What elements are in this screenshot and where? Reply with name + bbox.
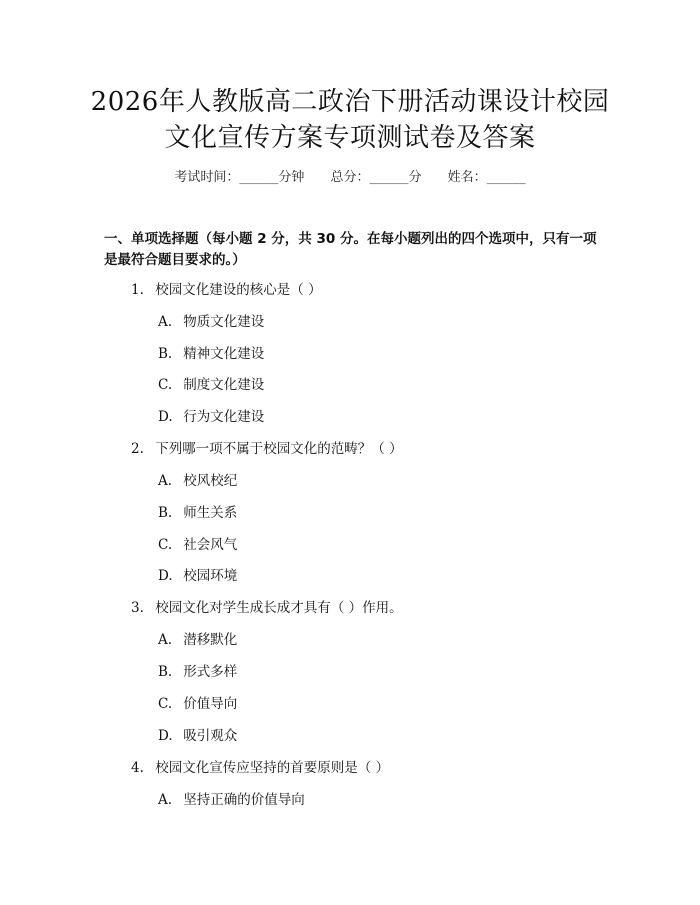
question-2-option-a <box>158 472 237 490</box>
question-number: 4. <box>131 760 144 776</box>
option-text: 精神文化建设 <box>183 346 265 362</box>
option-text: 师生关系 <box>183 505 238 521</box>
question-2-option-b <box>158 504 237 522</box>
option-letter: B. <box>158 664 173 680</box>
option-letter: A. <box>158 314 173 330</box>
option-text: 价值导向 <box>183 696 238 712</box>
question-2-option-d <box>158 567 237 585</box>
question-1 <box>131 281 322 299</box>
option-text: 校园环境 <box>183 568 238 584</box>
question-text: 校园文化对学生成长成才具有（ ）作用。 <box>155 600 403 616</box>
question-1-option-d <box>158 408 264 426</box>
option-letter: D. <box>158 568 173 584</box>
question-3-option-b <box>158 663 237 681</box>
question-3-option-a <box>158 631 237 649</box>
option-letter: B. <box>158 505 173 521</box>
exam-meta-row <box>0 169 700 187</box>
option-text: 形式多样 <box>183 664 238 680</box>
option-text: 制度文化建设 <box>183 377 265 393</box>
option-text: 校风校纪 <box>183 473 238 489</box>
question-number: 1. <box>131 282 144 298</box>
option-letter: B. <box>158 346 173 362</box>
question-2 <box>131 440 403 458</box>
option-letter: A. <box>158 632 173 648</box>
question-4-option-a <box>158 791 305 809</box>
question-3-option-d <box>158 727 237 745</box>
question-number: 2. <box>131 441 144 457</box>
exam-time-field: 考试时间：______分钟 <box>174 170 305 185</box>
question-3 <box>131 599 403 617</box>
option-text: 潜移默化 <box>183 632 238 648</box>
option-text: 吸引观众 <box>183 728 238 744</box>
option-text: 坚持正确的价值导向 <box>183 792 305 808</box>
option-text: 物质文化建设 <box>183 314 265 330</box>
question-1-option-c <box>158 376 264 394</box>
question-text: 下列哪一项不属于校园文化的范畴？（ ） <box>155 441 403 457</box>
question-text: 校园文化建设的核心是（ ） <box>155 282 322 298</box>
option-letter: C. <box>158 537 173 553</box>
total-score-field: 总分：______分 <box>330 170 422 185</box>
option-letter: A. <box>158 792 173 808</box>
option-letter: C. <box>158 377 173 393</box>
question-3-option-c <box>158 695 237 713</box>
option-letter: D. <box>158 409 173 425</box>
option-text: 行为文化建设 <box>183 409 265 425</box>
question-1-option-b <box>158 345 264 363</box>
section-heading: 一、单项选择题（每小题 2 分，共 30 分。在每小题列出的四个选项中，只有一项是最符合题目要求的。） <box>104 231 597 268</box>
page-title-line-1: 2026年人教版高二政治下册活动课设计校园 <box>90 87 610 117</box>
question-number: 3. <box>131 600 144 616</box>
option-text: 社会风气 <box>183 537 238 553</box>
question-text: 校园文化宣传应坚持的首要原则是（ ） <box>155 760 390 776</box>
option-letter: A. <box>158 473 173 489</box>
option-letter: C. <box>158 696 173 712</box>
option-letter: D. <box>158 728 173 744</box>
question-2-option-c <box>158 536 237 554</box>
question-1-option-a <box>158 313 264 331</box>
student-name-field: 姓名：______ <box>447 170 526 185</box>
page-title-line-2: 文化宣传方案专项测试卷及答案 <box>164 123 536 153</box>
question-4 <box>131 759 389 777</box>
